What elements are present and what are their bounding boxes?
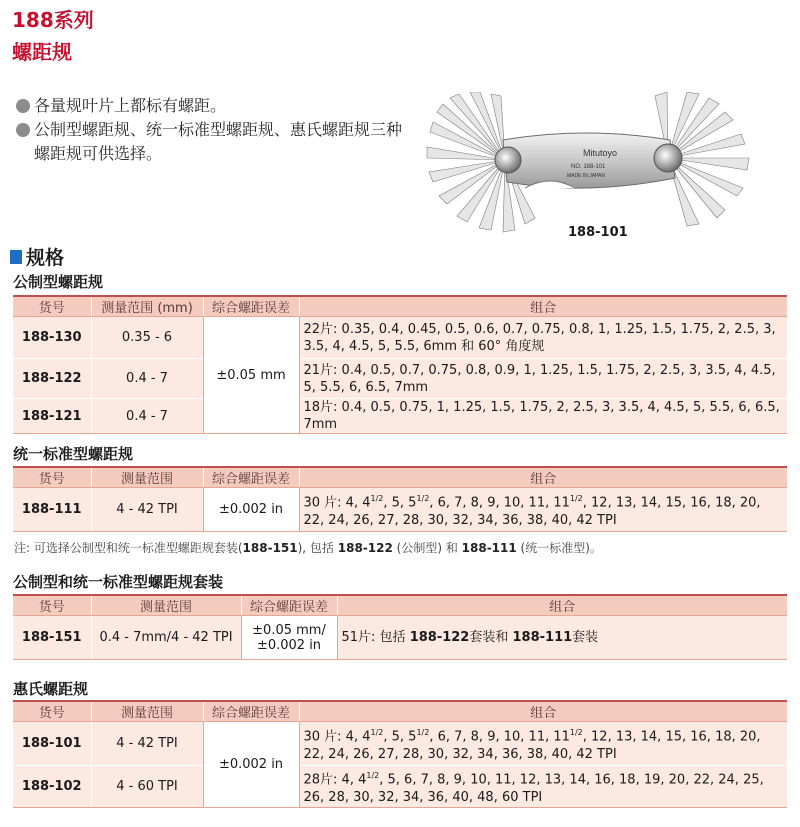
item-code: 188-102: [13, 766, 91, 808]
set-table: [13, 594, 787, 660]
range-cell: 4 - 42 TPI: [91, 488, 203, 532]
item-code: 188-121: [13, 399, 91, 434]
left-pivot-screw: [495, 147, 521, 173]
item-code: 188-122: [13, 359, 91, 399]
table-header-row: [13, 296, 787, 317]
table-header-row: [13, 595, 787, 616]
unified-section-title: 统一标准型螺距规: [13, 445, 134, 463]
range-cell: 4 - 60 TPI: [91, 766, 203, 808]
combo-cell: 22片: 0.35, 0.4, 0.45, 0.5, 0.6, 0.7, 0.75, 0.8, 1, 1.25, 1.5, 1.75, 2, 2.5, 3, 3.5, 4, 4.5, 5, 5.5, 6mm 和 60° 角度规: [299, 317, 787, 359]
set-note: 注: 可选择公制型和统一标准型螺距规套装(188-151), 包括 188-122 (公制型) 和 188-111 (统一标准型)。: [14, 541, 602, 555]
item-code: 188-111: [13, 488, 91, 532]
col-header: 货号: [13, 701, 91, 722]
col-header: 综合螺距误差: [241, 595, 337, 616]
range-cell: 0.4 - 7mm/4 - 42 TPI: [91, 616, 241, 660]
range-cell: 0.35 - 6: [91, 317, 203, 359]
unified-table: [13, 466, 787, 532]
model-engraving: NO. 188-101: [571, 164, 606, 170]
table-row: [13, 359, 787, 399]
error-cell: ±0.05 mm/ ±0.002 in: [241, 616, 337, 660]
col-header: 测量范围 (mm): [91, 296, 203, 317]
item-code: 188-151: [13, 616, 91, 660]
combo-cell: 51片: 包括 188-122套装和 188-111套装: [337, 616, 787, 660]
bullet-icon: [16, 99, 30, 113]
item-code: 188-130: [13, 317, 91, 359]
error-cell: ±0.05 mm: [203, 317, 299, 434]
range-cell: 0.4 - 7: [91, 359, 203, 399]
metric-table: [13, 295, 787, 434]
col-header: 货号: [13, 595, 91, 616]
table-row: [13, 317, 787, 359]
feature-item: 公制型螺距规、统一标准型螺距规、惠氏螺距规三种螺距规可供选择。: [16, 118, 416, 166]
table-header-row: [13, 701, 787, 722]
table-row: [13, 766, 787, 808]
combo-cell: 30 片: 4, $4^{1/2}$, 5, $5^{1/2}$, 6, 7, 8, 9, 10, 11, $11^{1/2}$, 12, 13, 14, 15, 16, 18, 20, 22, 24, 26, 27, 28, 30, 32, 34, 36, 38, 40, 42 TPI: [299, 488, 787, 532]
col-header: 测量范围: [91, 701, 203, 722]
col-header: 测量范围: [91, 595, 241, 616]
table-row: [13, 399, 787, 434]
range-cell: 0.4 - 7: [91, 399, 203, 434]
right-pivot-screw: [654, 144, 682, 172]
col-header: 组合: [299, 296, 787, 317]
set-section-title: 公制型和统一标准型螺距规套装: [13, 573, 224, 591]
photo-caption: 188-101: [568, 225, 628, 240]
table-row: [13, 616, 787, 660]
error-cell: ±0.002 in: [203, 488, 299, 532]
brand-engraving: Mitutoyo: [583, 148, 618, 158]
col-header: 组合: [299, 467, 787, 488]
combo-cell: 30 片: 4, $4^{1/2}$, 5, $5^{1/2}$, 6, 7, 8, 9, 10, 11, $11^{1/2}$, 12, 13, 14, 15, 16, 18, 20, 22, 24, 26, 27, 28, 30, 32, 34, 36, 38, 40, 42 TPI: [299, 722, 787, 766]
whitworth-section-title: 惠氏螺距规: [13, 680, 89, 698]
metric-section-title: 公制型螺距规: [13, 273, 104, 291]
table-row: [13, 722, 787, 766]
col-header: 综合螺距误差: [203, 467, 299, 488]
spec-heading: 规格: [10, 243, 64, 270]
range-cell: 4 - 42 TPI: [91, 722, 203, 766]
col-header: 综合螺距误差: [203, 701, 299, 722]
error-cell: ±0.002 in: [203, 722, 299, 808]
col-header: 测量范围: [91, 467, 203, 488]
table-row: [13, 488, 787, 532]
col-header: 货号: [13, 467, 91, 488]
col-header: 组合: [299, 701, 787, 722]
combo-cell: 18片: 0.4, 0.5, 0.75, 1, 1.25, 1.5, 1.75, 2, 2.5, 3, 3.5, 4, 4.5, 5, 5.5, 6, 6.5, 7mm: [299, 399, 787, 434]
feature-item: 各量规叶片上都标有螺距。: [16, 94, 416, 118]
section-marker-icon: [10, 250, 22, 264]
col-header: 货号: [13, 296, 91, 317]
combo-cell: 21片: 0.4, 0.5, 0.7, 0.75, 0.8, 0.9, 1, 1.25, 1.5, 1.75, 2, 2.5, 3, 3.5, 4, 4.5, 5, 5.5, 6, 6.5, 7mm: [299, 359, 787, 399]
bullet-icon: [16, 123, 30, 137]
gauge-case: [503, 133, 675, 188]
feature-list: [16, 94, 416, 166]
whitworth-table: [13, 700, 787, 808]
product-title: 螺距规: [12, 40, 72, 64]
origin-engraving: MADE IN JAPAN: [567, 173, 605, 179]
combo-cell: 28片: 4, $4^{1/2}$, 5, 6, 7, 8, 9, 10, 11, 12, 13, 14, 16, 18, 19, 20, 22, 24, 25, 26, 28, 30, 32, 34, 36, 40, 48, 60 TPI: [299, 766, 787, 808]
col-header: 综合螺距误差: [203, 296, 299, 317]
series-title: 188系列: [12, 8, 94, 32]
table-header-row: [13, 467, 787, 488]
item-code: 188-101: [13, 722, 91, 766]
col-header: 组合: [337, 595, 787, 616]
